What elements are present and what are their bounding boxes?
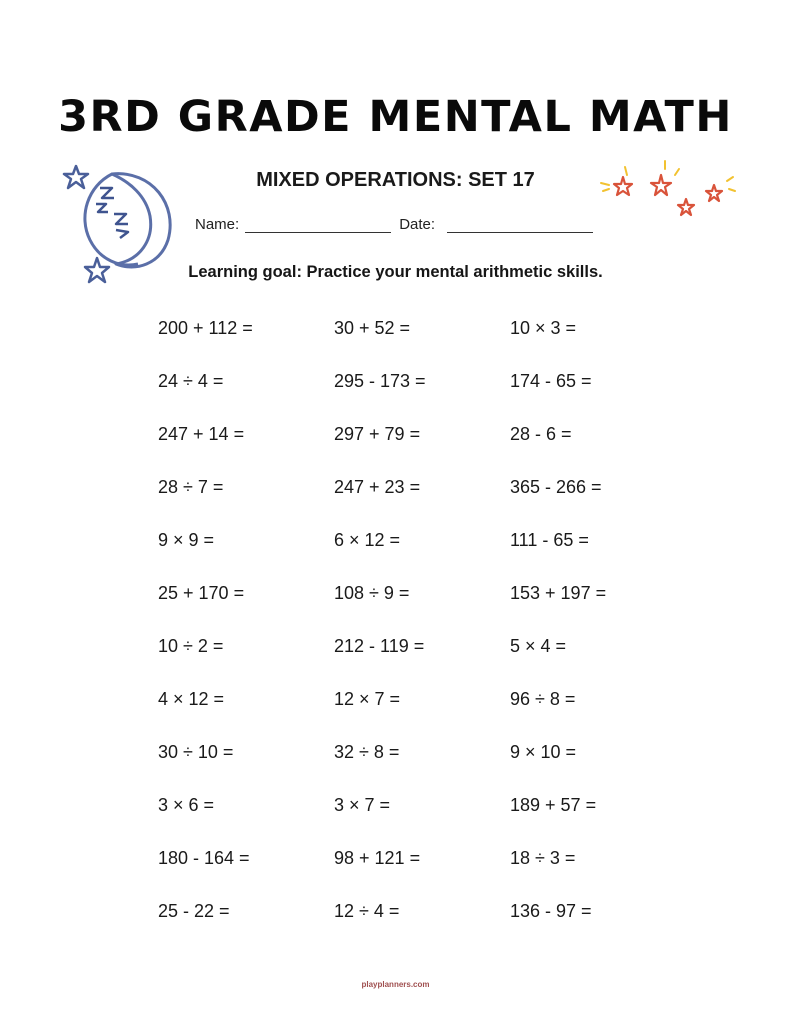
- math-problem: 25 + 170 =: [158, 583, 245, 603]
- math-problem: 180 - 164 =: [158, 848, 250, 868]
- math-problem: 5 × 4 =: [510, 636, 567, 656]
- math-problem: 153 + 197 =: [510, 583, 607, 603]
- math-problem: 18 ÷ 3 =: [510, 848, 576, 868]
- math-problem: 10 × 3 =: [510, 318, 577, 338]
- math-problem: 247 + 14 =: [158, 424, 245, 444]
- page-title: 3RD GRADE MENTAL MATH: [58, 92, 733, 142]
- math-problem: 136 - 97 =: [510, 901, 592, 921]
- footer-brand: playplanners.com: [361, 980, 430, 989]
- math-problem: 10 ÷ 2 =: [158, 636, 224, 656]
- math-problem: 12 ÷ 4 =: [334, 901, 400, 921]
- math-problem: 212 - 119 =: [334, 636, 425, 656]
- worksheet-subtitle: MIXED OPERATIONS: SET 17: [256, 169, 535, 191]
- math-problem: 247 + 23 =: [334, 477, 421, 497]
- math-problem: 24 ÷ 4 =: [158, 371, 224, 391]
- date-label: Date:: [399, 216, 436, 233]
- math-problem: 98 + 121 =: [334, 848, 421, 868]
- math-problem: 3 × 7 =: [334, 795, 391, 815]
- math-problem: 174 - 65 =: [510, 371, 592, 391]
- math-problem: 9 × 9 =: [158, 530, 215, 550]
- math-problem: 189 + 57 =: [510, 795, 597, 815]
- math-problem: 297 + 79 =: [334, 424, 421, 444]
- math-problem: 111 - 65 =: [510, 530, 589, 550]
- math-problem: 12 × 7 =: [334, 689, 401, 709]
- math-problem: 108 ÷ 9 =: [334, 583, 410, 603]
- math-problem: 295 - 173 =: [334, 371, 426, 391]
- math-problem: 28 ÷ 7 =: [158, 477, 224, 497]
- math-problem: 9 × 10 =: [510, 742, 577, 762]
- learning-goal: Learning goal: Practice your mental arithmetic skills.: [188, 263, 603, 281]
- name-label: Name:: [195, 216, 240, 233]
- math-problem: 25 - 22 =: [158, 901, 230, 921]
- math-problem: 30 + 52 =: [334, 318, 411, 338]
- math-problem: 28 - 6 =: [510, 424, 572, 444]
- math-problem: 96 ÷ 8 =: [510, 689, 576, 709]
- math-problem: 365 - 266 =: [510, 477, 602, 497]
- math-problem: 30 ÷ 10 =: [158, 742, 234, 762]
- math-problem: 200 + 112 =: [158, 318, 253, 338]
- math-problem: 4 × 12 =: [158, 689, 225, 709]
- math-problem: 32 ÷ 8 =: [334, 742, 400, 762]
- math-problem: 3 × 6 =: [158, 795, 215, 815]
- name-date-row: [195, 216, 593, 233]
- sleep-z-icon: [96, 188, 128, 238]
- math-problem: 6 × 12 =: [334, 530, 401, 550]
- date-field[interactable]: [447, 218, 593, 233]
- name-field[interactable]: [245, 218, 391, 233]
